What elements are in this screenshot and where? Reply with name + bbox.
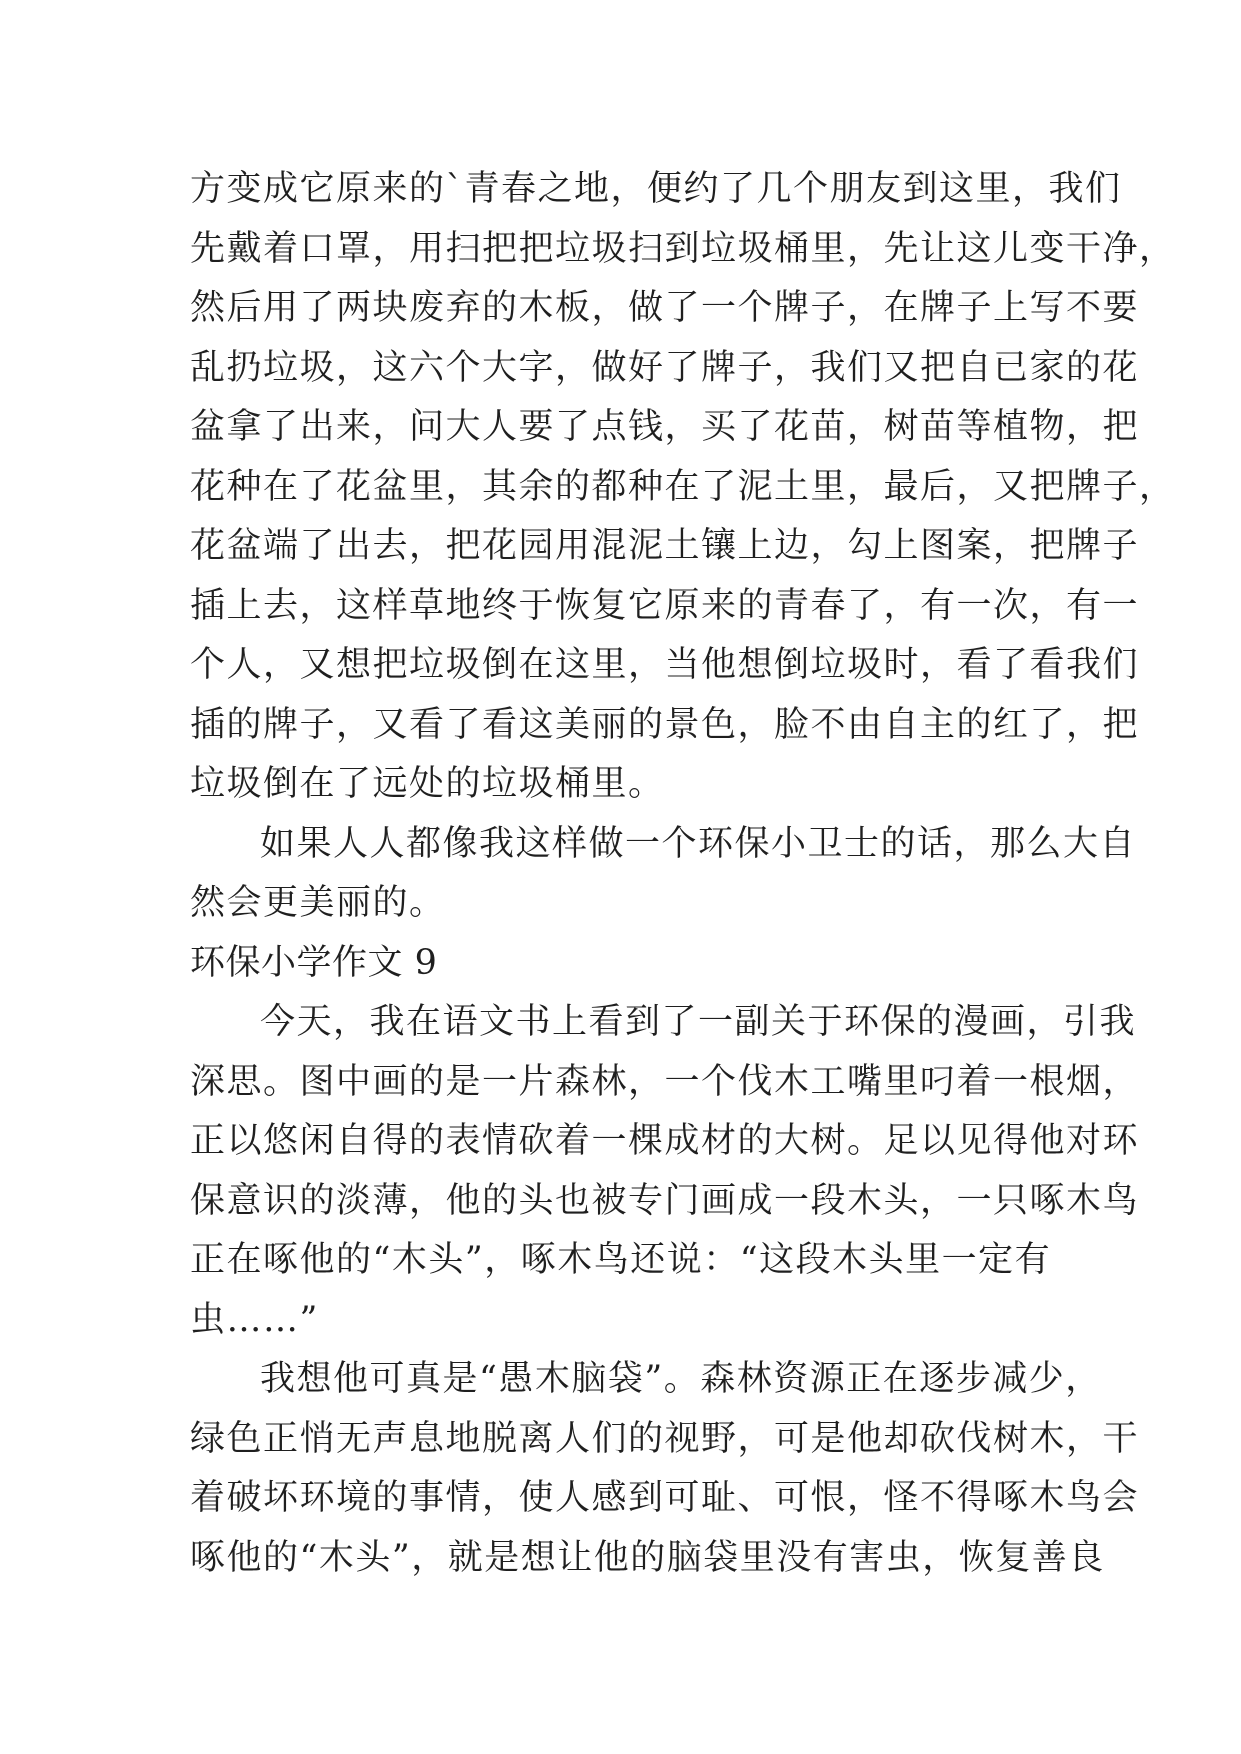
paragraph-line: 插的牌子，又看了看这美丽的景色，脸不由自主的红了，把 [190,704,1140,745]
paragraph-line: 正以悠闲自得的表情砍着一棵成材的大树。足以见得他对环 [190,1121,1140,1161]
paragraph-line: 着破坏环境的事情，使人感到可耻、可恨，怪不得啄木鸟会 [190,1478,1140,1518]
paragraph-line: 保意识的淡薄，他的头也被专门画成一段木头，一只啄木鸟 [190,1180,1140,1221]
paragraph-line: 如果人人都像我这样做一个环保小卫士的话，那么大自 [260,823,1137,864]
paragraph-line: 花盆端了出去，把花园用混泥土镶上边，勾上图案，把牌子 [190,526,1140,566]
paragraph-line: 垃圾倒在了远处的垃圾桶里。 [190,764,665,804]
paragraph-line: 今天，我在语文书上看到了一副关于环保的漫画，引我 [260,1002,1137,1042]
paragraph-line: 先戴着口罩，用扫把把垃圾扫到垃圾桶里，先让这儿变干净， [190,228,1176,269]
paragraph-line: 插上去，这样草地终于恢复它原来的青春了，有一次，有一 [190,585,1140,626]
paragraph-line: 个人，又想把垃圾倒在这里，当他想倒垃圾时，看了看我们 [190,645,1140,685]
paragraph-line: 方变成它原来的`青春之地，便约了几个朋友到这里，我们 [190,169,1122,209]
paragraph-line: 我想他可真是“愚木脑袋”。森林资源正在逐步减少， [260,1359,1102,1399]
paragraph-line: 然会更美丽的。 [190,883,446,923]
essay-heading: 环保小学作文 9 [190,942,438,983]
paragraph-line: 绿色正悄无声息地脱离人们的视野，可是他却砍伐树木，干 [190,1418,1140,1459]
paragraph-line: 然后用了两块废弃的木板，做了一个牌子，在牌子上写不要 [190,288,1140,328]
paragraph-line: 深思。图中画的是一片森林，一个伐木工嘴里叼着一根烟， [190,1061,1140,1102]
paragraph-line: 乱扔垃圾，这六个大字，做好了牌子，我们又把自已家的花 [190,347,1140,388]
essay-body [190,160,1176,1588]
paragraph-line: 正在啄他的“木头”，啄木鸟还说：“这段木头里一定有 [190,1240,1052,1280]
paragraph-line: 虫……” [190,1299,319,1340]
paragraph-line: 盆拿了出来，问大人要了点钱，买了花苗，树苗等植物，把 [190,407,1140,447]
paragraph-line: 啄他的“木头”，就是想让他的脑袋里没有害虫，恢复善良 [190,1537,1105,1578]
paragraph-line: 花种在了花盆里，其余的都种在了泥土里，最后，又把牌子， [190,466,1176,507]
